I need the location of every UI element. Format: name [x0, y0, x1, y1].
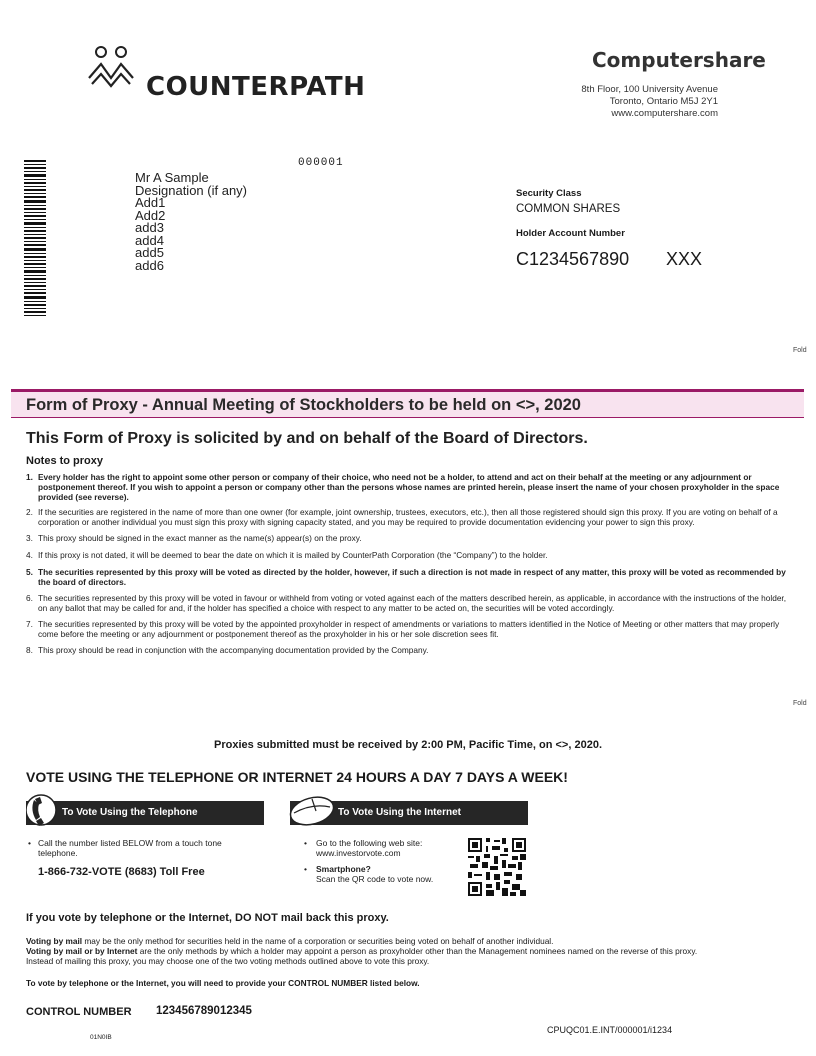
- computershare-address: [520, 84, 718, 120]
- address-line: add3: [135, 220, 164, 235]
- address-line: Designation (if any): [135, 182, 247, 198]
- deadline-notice: Proxies submitted must be received by 2:00 PM, Pacific Time, on <>, 2020.: [213, 739, 602, 751]
- counterpath-people-icon: [86, 44, 146, 92]
- note-text: If this proxy is not dated, it will be deemed to bear the date on which it is mailed by CounterPath Corporation (the “Company”) to the holder.: [38, 550, 548, 560]
- control-instruction: To vote by telephone or the Internet, you will need to provide your CONTROL NUMBER listed below.: [26, 978, 420, 988]
- telephone-tab-label: To Vote Using the Telephone: [62, 807, 198, 818]
- computershare-address-line: Toronto, Ontario M5J 2Y1: [609, 96, 718, 107]
- address-line: Add2: [135, 207, 166, 223]
- note-number: 8.: [26, 645, 33, 655]
- note-item: [26, 619, 791, 639]
- postal-barcode: [24, 160, 46, 316]
- note-text: If the securities are registered in the name of more than one owner (for example, joint ownership, trustees, executors, etc.), then all those registered should sign this proxy. If you are voting on behalf of a corporation or another individual you must sign this proxy with signing capacity stated, and you may be required to provide documentation evidencing your power to sign this proxy.: [38, 507, 778, 527]
- footer-code-right: CPUQC01.E.INT/000001/i1234: [547, 1025, 673, 1035]
- mailing-address: [135, 172, 247, 272]
- fold-mark: Fold: [793, 700, 807, 707]
- telephone-icon: [26, 791, 60, 831]
- note-item: [26, 472, 791, 502]
- note-number: 1.: [26, 472, 33, 482]
- telephone-bullet: • Call the number listed BELOW from a touch tone telephone.: [28, 838, 222, 858]
- note-text: The securities represented by this proxy will be voted by the appointed proxyholder in respect of amendments or variations to matters identified in the Notice of Meeting or other matters that may properly come before the meeting or any adjournment or postponement thereof as the proxyholder in his or her sole discretion sees fit.: [38, 619, 780, 639]
- telephone-number: 1-866-732-VOTE (8683) Toll Free: [38, 866, 205, 878]
- sequence-number: 000001: [298, 157, 344, 169]
- address-line: Mr A Sample: [135, 170, 209, 185]
- address-line: add5: [135, 245, 164, 260]
- form-title: Form of Proxy - Annual Meeting of Stockholders to be held on <>, 2020: [26, 396, 581, 414]
- mail-line2-bold: Voting by mail or by Internet: [26, 946, 138, 956]
- note-item: [26, 533, 791, 543]
- note-text: The securities represented by this proxy will be voted in favour or withheld from voting or voted against each of the matters described herein, as applicable, in accordance with the instructions of the holder, on any ballot that may be called for and, if the holder has specified a choice with respect to any matter to be acted on, the securities will be voted accordingly.: [38, 593, 787, 613]
- do-not-mail-notice: If you vote by telephone or the Internet, DO NOT mail back this proxy.: [26, 912, 389, 924]
- holder-account-label: Holder Account Number: [516, 228, 625, 239]
- counterpath-logo: [86, 44, 146, 97]
- smartphone-bullet: • Smartphone? Scan the QR code to vote now.: [304, 864, 464, 884]
- notes-list: [26, 472, 791, 655]
- note-item: [26, 567, 791, 587]
- smartphone-title: Smartphone?: [316, 864, 371, 874]
- barcode-graphic: [24, 160, 46, 316]
- security-class-label: Security Class: [516, 188, 582, 199]
- telephone-tab: [26, 801, 264, 825]
- holder-account-number: C1234567890: [516, 249, 630, 269]
- note-text: This proxy should be signed in the exact manner as the name(s) appear(s) on the proxy.: [38, 533, 362, 543]
- fold-mark: Fold: [793, 347, 807, 354]
- qr-code-graphic: [468, 838, 526, 896]
- computershare-logo: Computershare: [592, 48, 766, 72]
- note-item: [26, 593, 791, 613]
- telephone-bullet-text: Call the number listed BELOW from a touch tone telephone.: [38, 838, 222, 858]
- computershare-address-line: 8th Floor, 100 University Avenue: [581, 84, 718, 95]
- security-class-value: COMMON SHARES: [516, 203, 621, 215]
- internet-bullet: • Go to the following web site: www.investorvote.com: [304, 838, 464, 858]
- mail-voting-paragraph: [26, 936, 796, 966]
- note-number: 2.: [26, 507, 33, 517]
- mail-line1-bold: Voting by mail: [26, 936, 83, 946]
- control-number-label: CONTROL NUMBER: [26, 1006, 132, 1018]
- note-text: This proxy should be read in conjunction with the accompanying documentation provided by the Company.: [38, 645, 429, 655]
- address-line: add6: [135, 257, 164, 273]
- internet-bullet-text: Go to the following web site:: [316, 838, 423, 848]
- note-item: [26, 645, 791, 655]
- smartphone-text: Scan the QR code to vote now.: [316, 874, 434, 884]
- counterpath-logo-text: COUNTERPATH: [146, 72, 366, 102]
- address-line: Add1: [135, 195, 166, 210]
- solicited-heading: This Form of Proxy is solicited by and on behalf of the Board of Directors.: [26, 430, 588, 447]
- note-number: 4.: [26, 550, 33, 560]
- address-line: add4: [135, 232, 164, 248]
- note-number: 7.: [26, 619, 33, 629]
- notes-heading: Notes to proxy: [26, 455, 104, 467]
- mail-line1-text: may be the only method for securities held in the name of a corporation or securities being voted on behalf of another individual.: [82, 936, 554, 946]
- computershare-address-line: www.computershare.com: [611, 108, 718, 119]
- mail-line3-text: Instead of mailing this proxy, you may choose one of the two voting methods outlined above to vote this proxy.: [26, 956, 430, 966]
- note-text: The securities represented by this proxy will be voted as directed by the holder, however, if such a direction is not made in respect of any matter, this proxy will be voted as recommended by the board of directors.: [38, 567, 786, 587]
- qr-code[interactable]: [468, 838, 526, 896]
- mouse-icon: [288, 795, 336, 829]
- mail-line2-text: are the only methods by which a holder may appoint a person as proxyholder other than the Management nominees named on the reverse of this proxy.: [137, 946, 698, 956]
- note-text: Every holder has the right to appoint some other person or company of their choice, who need not be a holder, to attend and act on their behalf at the meeting or any adjournment or postponement thereof. If you wish to appoint a person or company other than the persons whose names are printed herein, please insert the name of your chosen proxyholder in the space provided (see reverse).: [38, 472, 780, 502]
- control-number-value: 123456789012345: [156, 1005, 252, 1017]
- note-item: [26, 550, 791, 560]
- footer-code-left: 01N0IB: [90, 1034, 112, 1041]
- note-number: 5.: [26, 567, 33, 577]
- vote-heading: VOTE USING THE TELEPHONE OR INTERNET 24 HOURS A DAY 7 DAYS A WEEK!: [26, 769, 568, 785]
- form-title-bar: [11, 389, 804, 418]
- note-number: 6.: [26, 593, 33, 603]
- investorvote-link[interactable]: www.investorvote.com: [316, 848, 401, 858]
- telephone-instructions: [28, 838, 258, 858]
- holder-account-suffix: XXX: [666, 249, 703, 269]
- internet-tab-label: To Vote Using the Internet: [338, 807, 461, 818]
- note-number: 3.: [26, 533, 33, 543]
- internet-instructions: [304, 838, 464, 884]
- note-item: [26, 507, 791, 527]
